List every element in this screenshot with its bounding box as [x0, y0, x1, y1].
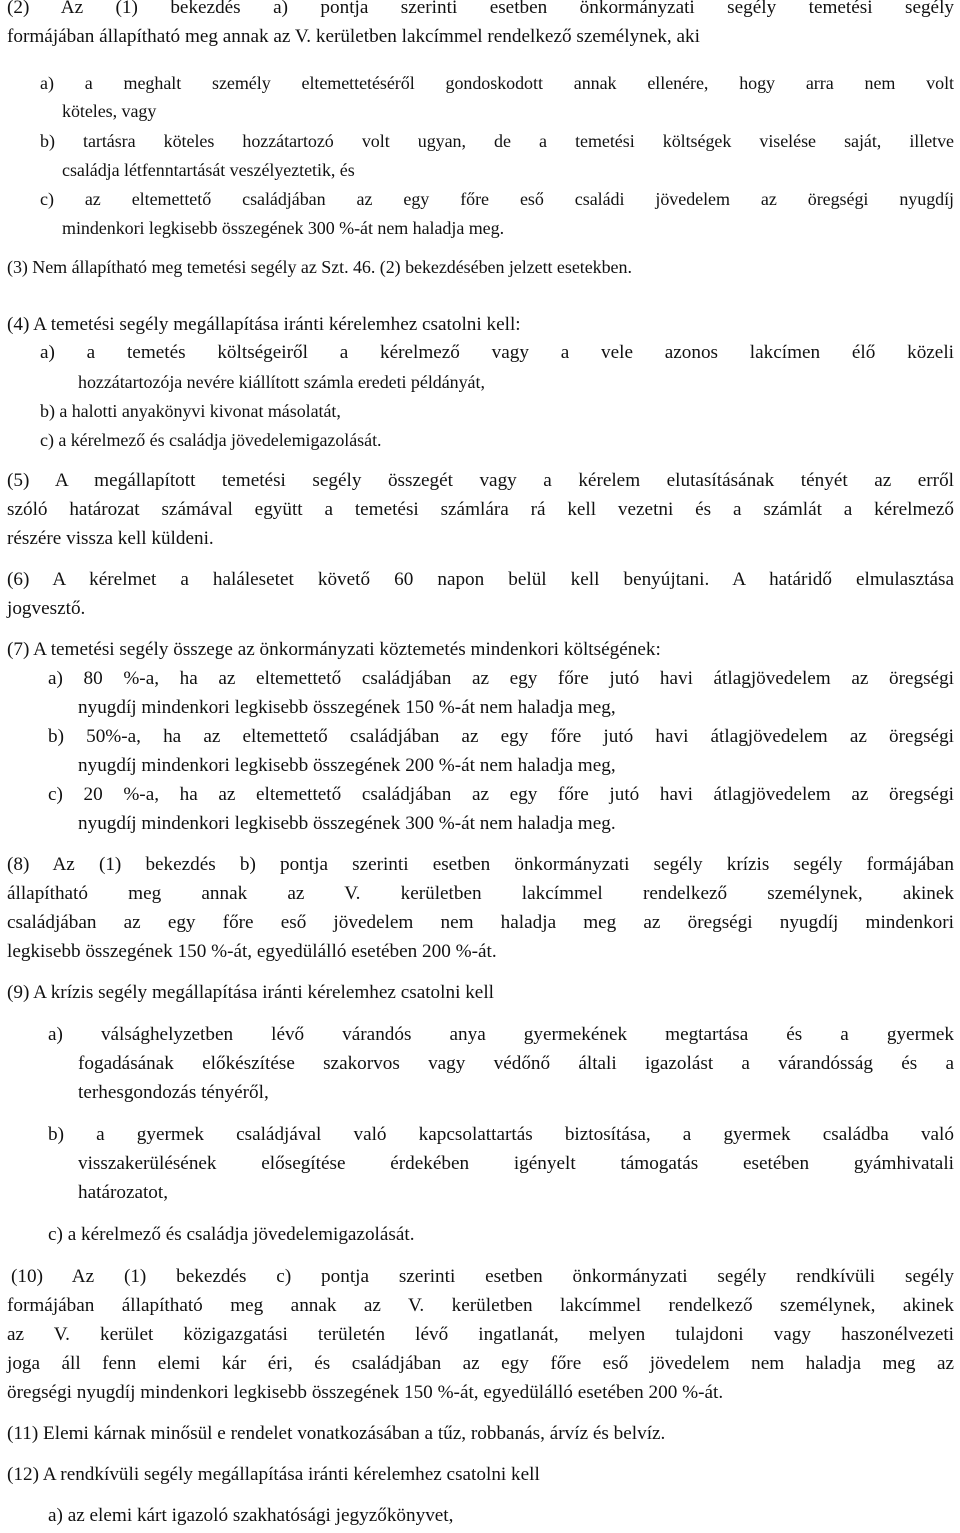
paragraph-line: (4) A temetési segély megállapítása iránti kérelemhez csatolni kell:: [7, 314, 521, 335]
paragraph-line: jogvesztő.: [7, 598, 86, 619]
paragraph-line: az V. kerület közigazgatási területén lévő ingatlanát, melyen tulajdoni vagy haszonélvezeti: [7, 1324, 954, 1345]
paragraph-line: (9) A krízis segély megállapítása iránti kérelemhez csatolni kell: [7, 982, 494, 1003]
paragraph-line: (5) A megállapított temetési segély összegét vagy a kérelem elutasításának tényét az erről: [7, 470, 954, 491]
paragraph-line: (12) A rendkívüli segély megállapítása iránti kérelemhez csatolni kell: [7, 1464, 540, 1485]
list-item-line: fogadásának előkészítése szakorvos vagy védőnő általi igazolást a várandósság és a: [78, 1053, 954, 1074]
list-item-line: b) 50%-a, ha az eltemettető családjában az egy főre jutó havi átlagjövedelem az öregségi: [48, 726, 954, 747]
list-item-line: b) a halotti anyakönyvi kivonat másolatát,: [40, 401, 341, 421]
paragraph-line: (3) Nem állapítható meg temetési segély az Szt. 46. (2) bekezdésében jelzett esetekben.: [7, 257, 632, 277]
list-item-line: c) a kérelmező és családja jövedelemigazolását.: [48, 1224, 415, 1245]
paragraph-line: (6) A kérelmet a halálesetet követő 60 napon belül kell benyújtani. A határidő elmulasztása: [7, 569, 954, 590]
paragraph-line: (11) Elemi kárnak minősül e rendelet vonatkozásában a tűz, robbanás, árvíz és belvíz.: [7, 1423, 666, 1444]
list-item-line: terhesgondozás tényéről,: [78, 1082, 269, 1103]
list-item-line: a) válsághelyzetben lévő várandós anya gyermekének megtartása és a gyermek: [48, 1024, 954, 1045]
list-item-line: a) a meghalt személy eltemettetéséről gondoskodott annak ellenére, hogy arra nem volt: [40, 73, 954, 93]
paragraph-line: (8) Az (1) bekezdés b) pontja szerinti esetben önkormányzati segély krízis segély formájában: [7, 854, 954, 875]
list-item-line: c) az eltemettető családjában az egy főre eső családi jövedelem az öregségi nyugdíj: [40, 189, 954, 209]
list-item-line: visszakerülésének elősegítése érdekében igényelt támogatás esetében gyámhivatali: [78, 1153, 954, 1174]
list-item-line: nyugdíj mindenkori legkisebb összegének 200 %-át nem haladja meg,: [78, 755, 616, 776]
list-item-line: családja létfenntartását veszélyeztetik, és: [62, 160, 355, 180]
paragraph-line: (7) A temetési segély összege az önkormányzati köztemetés mindenkori költségének:: [7, 639, 661, 660]
paragraph-line: állapítható meg annak az V. kerületben lakcímmel rendelkező személynek, akinek: [7, 883, 954, 904]
list-item-line: köteles, vagy: [62, 101, 157, 121]
paragraph-line: családjában az egy főre eső jövedelem nem haladja meg az öregségi nyugdíj mindenkori: [7, 912, 954, 933]
list-item-line: c) a kérelmező és családja jövedelemigazolását.: [40, 430, 382, 450]
list-item-line: b) tartásra köteles hozzátartozó volt ugyan, de a temetési költségek viselése saját, illetve: [40, 131, 954, 151]
list-item-line: c) 20 %-a, ha az eltemettető családjában az egy főre jutó havi átlagjövedelem az öregségi: [48, 784, 954, 805]
paragraph-line: öregségi nyugdíj mindenkori legkisebb összegének 150 %-át, egyedülálló esetében 200 %-át.: [7, 1382, 724, 1403]
list-item-line: a) 80 %-a, ha az eltemettető családjában az egy főre jutó havi átlagjövedelem az öregségi: [48, 668, 954, 689]
list-item-line: nyugdíj mindenkori legkisebb összegének 150 %-át nem haladja meg,: [78, 697, 616, 718]
list-item-line: a) az elemi kárt igazoló szakhatósági jegyzőkönyvet,: [48, 1505, 454, 1526]
list-item-line: a) a temetés költségeiről a kérelmező vagy a vele azonos lakcímen élő közeli: [40, 342, 954, 363]
list-item-line: b) a gyermek családjával való kapcsolattartás biztosítása, a gyermek családba való: [48, 1124, 954, 1145]
paragraph-line: (10) Az (1) bekezdés c) pontja szerinti esetben önkormányzati segély rendkívüli segély: [11, 1266, 954, 1287]
paragraph-line: (2) Az (1) bekezdés a) pontja szerinti esetben önkormányzati segély temetési segély: [7, 0, 954, 18]
list-item-line: hozzátartozója nevére kiállított számla eredeti példányát,: [78, 372, 485, 392]
list-item-line: nyugdíj mindenkori legkisebb összegének 300 %-át nem haladja meg.: [78, 813, 616, 834]
list-item-line: határozatot,: [78, 1182, 169, 1203]
paragraph-line: joga áll fenn elemi kár éri, és családjában az egy főre eső jövedelem nem haladja meg az: [7, 1353, 954, 1374]
list-item-line: mindenkori legkisebb összegének 300 %-át nem haladja meg.: [62, 218, 505, 238]
paragraph-line: formájában állapítható meg annak az V. kerületben lakcímmel rendelkező személynek, aki: [7, 26, 700, 47]
paragraph-line: formájában állapítható meg annak az V. kerületben lakcímmel rendelkező személynek, akinek: [7, 1295, 954, 1316]
paragraph-line: legkisebb összegének 150 %-át, egyedülálló esetében 200 %-át.: [7, 941, 497, 962]
paragraph-line: részére vissza kell küldeni.: [7, 528, 214, 549]
paragraph-line: szóló határozat számával együtt a temetési számlára rá kell vezetni és a számlát a kérelmező: [7, 499, 954, 520]
